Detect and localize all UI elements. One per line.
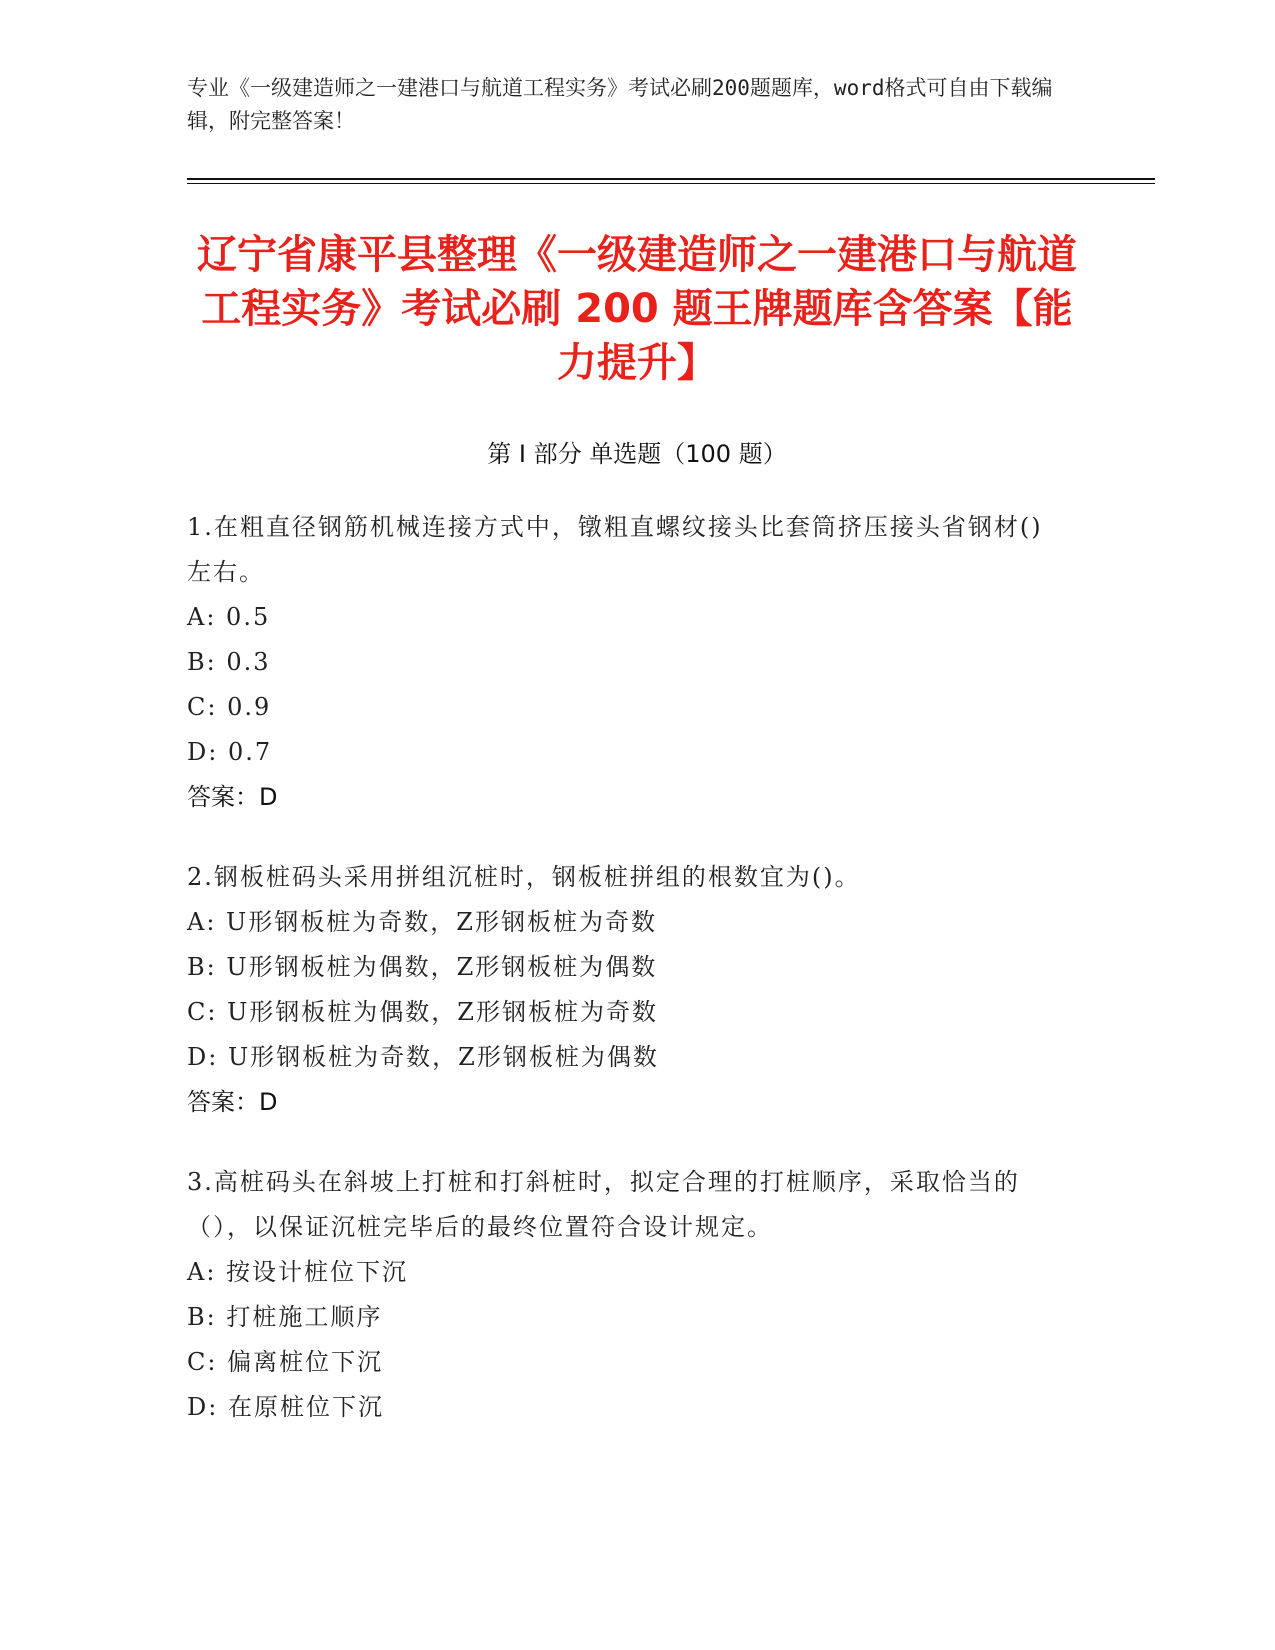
question-item — [187, 1160, 1067, 1430]
question-text: 3.高桩码头在斜坡上打桩和打斜桩时，拟定合理的打桩顺序，采取恰当的（），以保证沉桩完毕后的最终位置符合设计规定。 — [187, 1168, 1020, 1241]
option-a: A: 按设计桩位下沉 — [187, 1258, 409, 1286]
option-c: C: 偏离桩位下沉 — [187, 1348, 384, 1376]
header-note: 专业《一级建造师之一建港口与航道工程实务》考试必刷200题题库，word格式可自由下载编辑，附完整答案！ — [187, 76, 1053, 133]
option-b: B: U形钢板桩为偶数，Z形钢板桩为偶数 — [187, 953, 658, 981]
option-d: D: 在原桩位下沉 — [187, 1393, 384, 1421]
answer-label: 答案：D — [187, 1088, 278, 1116]
document-title: 辽宁省康平县整理《一级建造师之一建港口与航道工程实务》考试必刷 200 题王牌题库含答案【能力提升】 — [197, 232, 1077, 386]
section-title: 第 I 部分 单选题（100 题） — [487, 440, 787, 468]
option-d: D: 0.7 — [187, 738, 273, 766]
option-c: C: U形钢板桩为偶数，Z形钢板桩为奇数 — [187, 998, 658, 1026]
option-a: A: U形钢板桩为奇数，Z形钢板桩为奇数 — [187, 908, 657, 936]
option-d: D: U形钢板桩为奇数，Z形钢板桩为偶数 — [187, 1043, 659, 1071]
question-text: 2.钢板桩码头采用拼组沉桩时，钢板桩拼组的根数宜为()。 — [187, 863, 861, 891]
option-c: C: 0.9 — [187, 693, 272, 721]
option-b: B: 打桩施工顺序 — [187, 1303, 383, 1331]
header-divider — [187, 178, 1155, 180]
question-item — [187, 505, 1067, 820]
header-divider-thin — [187, 183, 1155, 184]
answer-label: 答案：D — [187, 783, 278, 811]
option-a: A: 0.5 — [187, 603, 271, 631]
question-item — [187, 855, 1067, 1125]
option-b: B: 0.3 — [187, 648, 271, 676]
question-text: 1.在粗直径钢筋机械连接方式中，镦粗直螺纹接头比套筒挤压接头省钢材()左右。 — [187, 513, 1043, 586]
